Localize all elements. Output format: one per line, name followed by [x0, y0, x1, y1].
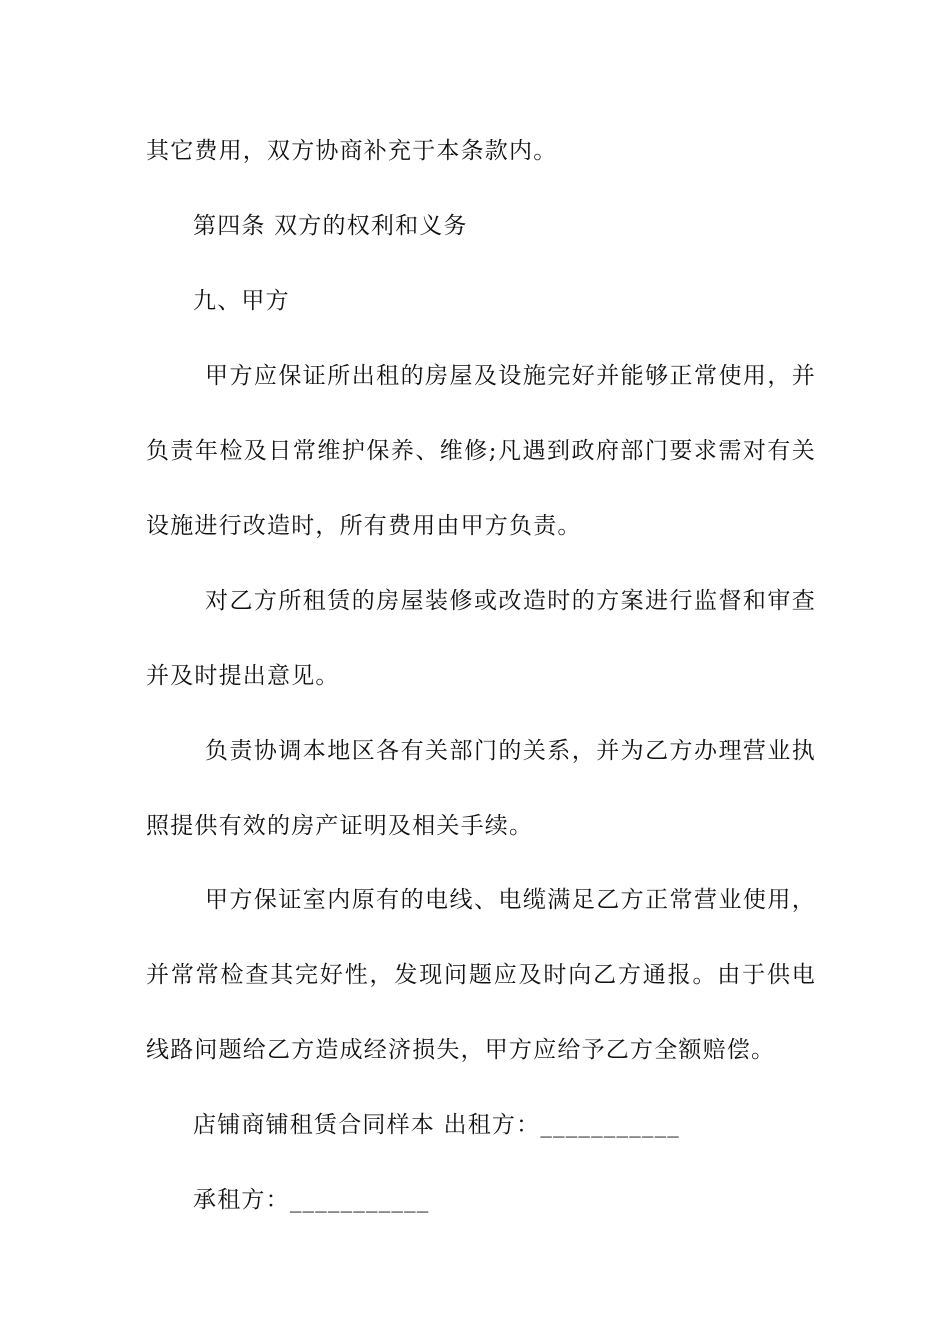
paragraph-line-12: 并常常检查其完好性，发现问题应及时向乙方通报。由于供电: [146, 962, 816, 988]
paragraph-line-11: 甲方保证室内原有的电线、电缆满足乙方正常营业使用，: [205, 887, 816, 913]
lessee-signature-line: [193, 1185, 816, 1215]
paragraph-line-7: 对乙方所租赁的房屋装修或改造时的方案进行监督和审查: [205, 588, 816, 614]
paragraph-line-8: 并及时提出意见。: [146, 663, 340, 689]
paragraph-line-5: 负责年检及日常维护保养、维修;凡遇到政府部门要求需对有关: [146, 438, 816, 464]
paragraph-line-6: 设施进行改造时，所有费用由甲方负责。: [146, 513, 582, 539]
article-heading: 第四条 双方的权利和义务: [193, 213, 468, 239]
lessee-label: 承租方：: [193, 1187, 290, 1213]
lessor-signature-line: [193, 1110, 816, 1140]
section-heading: 九、甲方: [193, 288, 290, 314]
lessor-blank: ___________: [540, 1112, 681, 1138]
paragraph-line-4: 甲方应保证所出租的房屋及设施完好并能够正常使用，并: [205, 363, 816, 389]
paragraph-line-13: 线路问题给乙方造成经济损失，甲方应给予乙方全额赔偿。: [146, 1037, 776, 1063]
lessee-blank: ___________: [289, 1187, 430, 1213]
paragraph-line-9: 负责协调本地区各有关部门的关系，并为乙方办理营业执: [205, 738, 816, 764]
paragraph-line-1: 其它费用，双方协商补充于本条款内。: [146, 138, 558, 164]
paragraph-line-10: 照提供有效的房产证明及相关手续。: [146, 813, 534, 839]
lessor-label: 店铺商铺租赁合同样本 出租方：: [193, 1112, 541, 1138]
